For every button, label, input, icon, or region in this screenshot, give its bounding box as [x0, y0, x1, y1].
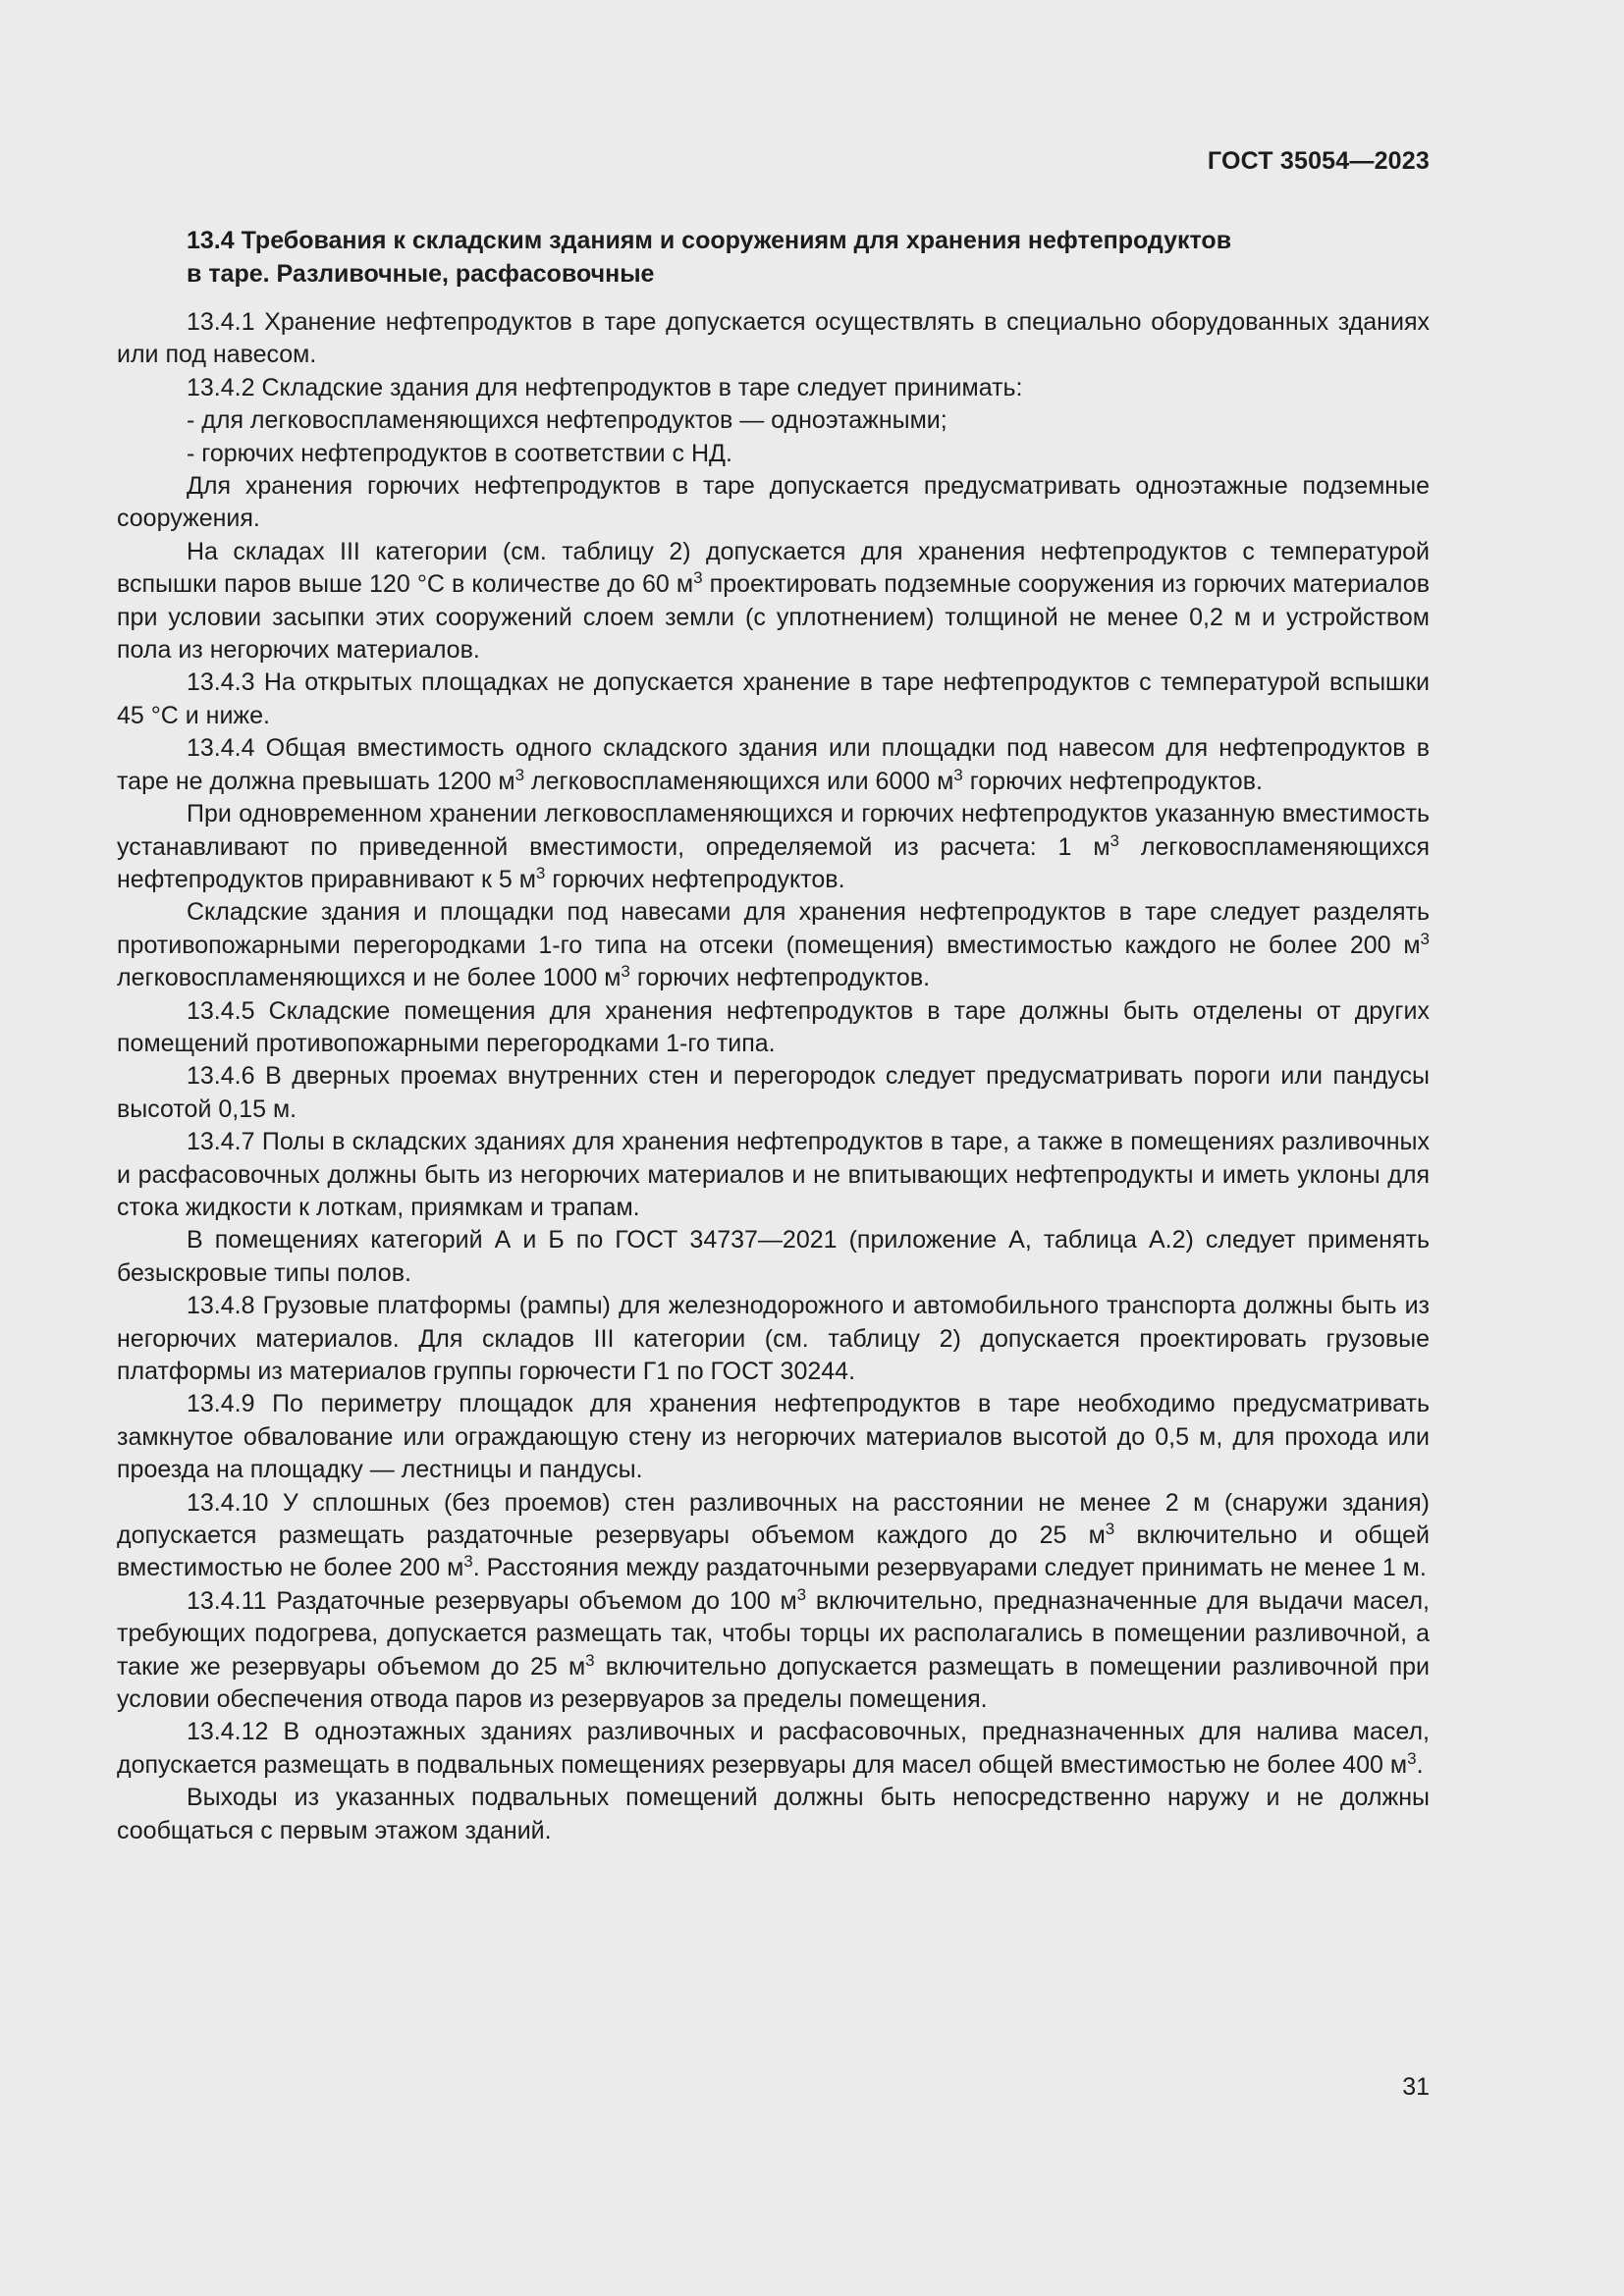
paragraph	[117, 1585, 1430, 1717]
superscript: 3	[796, 1584, 807, 1604]
paragraph	[117, 536, 1430, 667]
paragraph-text: - для легковоспламеняющихся нефтепродуктов — одноэтажными;	[187, 406, 947, 435]
paragraph-text: - горючих нефтепродуктов в соответствии с НД.	[187, 439, 732, 467]
paragraph-text: Выходы из указанных подвальных помещений должны быть непосредственно наружу и не должны сообщаться с первым этажом зданий.	[117, 1784, 1430, 1844]
paragraph-text: . Расстояния между раздаточными резервуарами следует принимать не менее 1 м.	[472, 1554, 1427, 1582]
superscript: 3	[693, 568, 703, 588]
superscript: 3	[1105, 1520, 1115, 1539]
paragraph-text: 13.4.9 По периметру площадок для хранения нефтепродуктов в таре необходимо предусматривать замкнутое обвалование или ограждающую стену из негорючих материалов высотой до 0,5 м, для прохода или проезда на площадку — лестницы и пандусы.	[117, 1390, 1430, 1484]
superscript: 3	[953, 765, 963, 784]
paragraph	[117, 1716, 1430, 1782]
paragraph	[117, 470, 1430, 536]
paragraph	[117, 1388, 1430, 1486]
superscript: 3	[621, 962, 630, 982]
paragraph-text: 13.4.12 В одноэтажных зданиях разливочных и расфасовочных, предназначенных для налива масел, допускается размещать в подвальных помещениях резервуары для масел общей вместимостью не более 400 м	[117, 1718, 1430, 1779]
section-title-line-2: в таре. Разливочные, расфасовочные	[187, 260, 655, 288]
paragraph-text: 13.4.5 Складские помещения для хранения нефтепродуктов в таре должны быть отделены от других помещений противопожарными перегородками 1-го типа.	[117, 996, 1430, 1057]
paragraph	[117, 1224, 1430, 1290]
paragraph	[117, 438, 1430, 470]
paragraph-text: 13.4.7 Полы в складских зданиях для хранения нефтепродуктов в таре, а также в помещениях разливочных и расфасовочных должны быть из негорючих материалов и не впитывающих нефтепродукты и иметь уклоны для стока жидкости к лоткам, приямкам и трапам.	[117, 1128, 1430, 1221]
paragraph-text: 13.4.2 Складские здания для нефтепродуктов в таре следует принимать:	[187, 373, 1023, 401]
paragraph-text: включительно, предназначенные для выдачи масел, требующих подогрева, допускается размещать так, чтобы торцы их располагались в помещении разливочной, а такие же резервуары объемом до 25 м	[117, 1586, 1430, 1681]
paragraph-text: 13.4.11 Раздаточные резервуары объемом до 100 м	[187, 1586, 797, 1615]
paragraph-text: 13.4.8 Грузовые платформы (рампы) для железнодорожного и автомобильного транспорта должны быть из негорючих материалов. Для складов III категории (см. таблицу 2) допускается проектировать грузовые платформы из материалов группы горючести Г1 по ГОСТ 30244.	[117, 1292, 1430, 1385]
paragraph-text: горючих нефтепродуктов.	[629, 964, 931, 992]
paragraph	[117, 306, 1430, 372]
paragraph-text: 13.4.10 У сплошных (без проемов) стен разливочных на расстоянии не менее 2 м (снаружи здания) допускается размещать раздаточные резервуары объемом каждого до 25 м	[117, 1488, 1430, 1550]
paragraph	[117, 732, 1430, 798]
superscript: 3	[585, 1650, 595, 1670]
paragraph-text: Складские здания и площадки под навесами для хранения нефтепродуктов в таре следует разделять противопожарными перегородками 1-го типа на отсеки (помещения) вместимостью каждого не более 200 м	[117, 898, 1430, 959]
page-number: 31	[1402, 2073, 1430, 2101]
paragraph-text: горючих нефтепродуктов.	[545, 865, 845, 893]
paragraph-text: 13.4.1 Хранение нефтепродуктов в таре допускается осуществлять в специально оборудованных зданиях или под навесом.	[117, 308, 1430, 369]
paragraph-text: легковоспламеняющихся нефтепродуктов приравнивают к 5 м	[117, 832, 1430, 893]
superscript: 3	[1407, 1748, 1417, 1768]
paragraph	[117, 404, 1430, 437]
paragraph-text: горючих нефтепродуктов.	[962, 767, 1263, 795]
paragraph-text: включительно допускается размещать в помещении разливочной при условии обеспечения отвода паров из резервуаров за пределы помещения.	[117, 1652, 1431, 1714]
paragraph-text: легковоспламеняющихся и не более 1000 м	[117, 964, 622, 992]
section-title	[117, 224, 1430, 291]
superscript: 3	[514, 765, 525, 784]
paragraph-text: легковоспламеняющихся или 6000 м	[524, 767, 954, 795]
paragraph	[117, 1126, 1430, 1224]
paragraph-text: Для хранения горючих нефтепродуктов в таре допускается предусматривать одноэтажные подземные сооружения.	[117, 472, 1430, 533]
paragraph-text: 13.4.4 Общая вместимость одного складского здания или площадки под навесом для нефтепродуктов в таре не должна превышать 1200 м	[117, 734, 1430, 795]
paragraph-text: 13.4.6 В дверных проемах внутренних стен и перегородок следует предусматривать пороги или пандусы высотой 0,15 м.	[117, 1062, 1430, 1123]
superscript: 3	[1420, 929, 1430, 948]
paragraph	[117, 667, 1430, 732]
paragraph	[117, 1782, 1430, 1847]
paragraph	[117, 1487, 1430, 1585]
superscript: 3	[535, 863, 546, 882]
paragraph	[117, 1290, 1430, 1388]
paragraph	[117, 1060, 1430, 1126]
paragraph-text: 13.4.3 На открытых площадках не допускается хранение в таре нефтепродуктов с температурой вспышки 45 °С и ниже.	[117, 668, 1430, 729]
paragraph	[117, 798, 1430, 896]
paragraph-text: На складах III категории (см. таблицу 2) допускается для хранения нефтепродуктов с температурой вспышки паров выше 120 °С в количестве до 60 м	[117, 537, 1430, 599]
paragraph	[117, 372, 1430, 404]
superscript: 3	[463, 1552, 473, 1572]
superscript: 3	[1110, 830, 1119, 850]
paragraph-text: .	[1416, 1750, 1424, 1779]
section-title-line-1: 13.4 Требования к складским зданиям и сооружениям для хранения нефтепродуктов	[187, 227, 1232, 254]
paragraph-text: включительно и общей вместимостью не более 200 м	[117, 1522, 1430, 1582]
paragraph	[117, 896, 1430, 994]
document-body	[117, 224, 1430, 1847]
paragraph-text: проектировать подземные сооружения из горючих материалов при условии засыпки этих сооружений слоем земли (с уплотнением) толщиной не менее 0,2 м и устройством пола из негорючих материалов.	[117, 570, 1430, 665]
paragraph	[117, 995, 1430, 1061]
paragraph-list	[117, 306, 1430, 1847]
paragraph-text: В помещениях категорий А и Б по ГОСТ 34737—2021 (приложение А, таблица А.2) следует применять безыскровые типы полов.	[117, 1226, 1430, 1287]
document-code-header: ГОСТ 35054—2023	[1207, 147, 1430, 175]
paragraph-text: При одновременном хранении легковоспламеняющихся и горючих нефтепродуктов указанную вместимость устанавливают по приведенной вместимости, определяемой из расчета: 1 м	[117, 800, 1430, 861]
